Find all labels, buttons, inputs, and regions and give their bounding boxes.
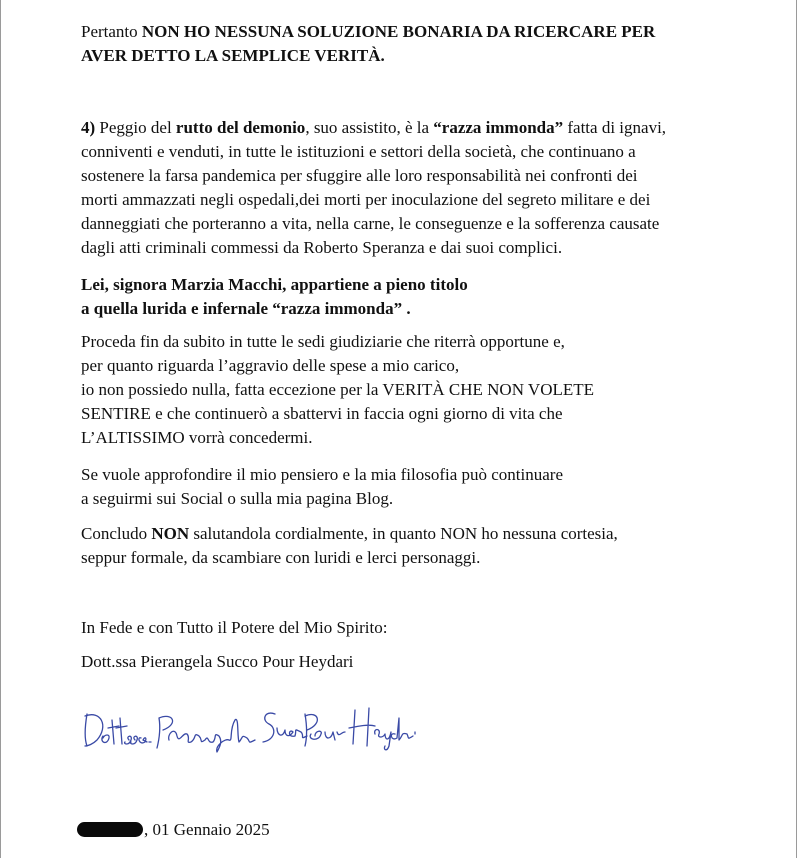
point-4-line-5: danneggiati che porteranno a vita, nella carne, le conseguenze e la sofferenza causate (81, 214, 660, 233)
seguirmi-line-2: a seguirmi sui Social o sulla mia pagina Blog. (81, 489, 394, 508)
concludo-text-a: Concludo (81, 524, 152, 543)
seguirmi-paragraph (81, 463, 761, 511)
point-4-line-4: morti ammazzati negli ospedali,dei morti per inoculazione del segreto militare e dei (81, 190, 651, 209)
concludo-line-1 (81, 522, 761, 546)
handwritten-signature (79, 696, 419, 756)
point-number: 4) (81, 118, 96, 137)
lei-line-1: Lei, signora Marzia Macchi, appartiene a pieno titolo (81, 275, 468, 294)
point-4-line-3: sostenere la farsa pandemica per sfuggire alle loro responsabilità nei confronti dei (81, 166, 638, 185)
point-4-line-1 (81, 116, 761, 140)
signer-name (81, 650, 761, 674)
point-4-line-6: dagli atti criminali commessi da Roberto Speranza e dai suoi complici. (81, 238, 563, 257)
signer-name-text: Dott.ssa Pierangela Succo Pour Heydari (81, 652, 354, 671)
point-4-line-2: conniventi e venduti, in tutte le istituzioni e settori della società, che continuano a (81, 142, 636, 161)
proceda-line-5: L’ALTISSIMO vorrà concedermi. (81, 428, 313, 447)
concludo-text-c: salutandola cordialmente, in quanto NON ho nessuna cortesia, (189, 524, 618, 543)
date-line (77, 818, 270, 842)
proceda-paragraph (81, 330, 761, 450)
closing-fede-text: In Fede e con Tutto il Potere del Mio Spirito: (81, 618, 388, 637)
lei-paragraph (81, 273, 761, 321)
intro-lead-text: Pertanto (81, 22, 142, 41)
lei-line-2: a quella lurida e infernale “razza immonda” . (81, 299, 411, 318)
point-4-text-a: Peggio del (95, 118, 176, 137)
point-4-text-e: fatta di ignavi, (563, 118, 667, 137)
intro-paragraph (81, 20, 761, 68)
proceda-line-3: io non possiedo nulla, fatta eccezione per la VERITÀ CHE NON VOLETE (81, 380, 595, 399)
intro-bold-text: NON HO NESSUNA SOLUZIONE BONARIA DA RICERCARE PER (141, 22, 656, 41)
proceda-line-4: SENTIRE e che continuerò a sbattervi in faccia ogni giorno di vita che (81, 404, 563, 423)
concludo-line-2: seppur formale, da scambiare con luridi e lerci personaggi. (81, 548, 481, 567)
redaction-mark (77, 822, 143, 837)
intro-line-2: AVER DETTO LA SEMPLICE VERITÀ. (81, 46, 385, 65)
point-4-paragraph (81, 116, 761, 260)
point-4-text-c: , suo assistito, è la (305, 118, 434, 137)
intro-line-1 (81, 20, 761, 44)
proceda-line-2: per quanto riguarda l’aggravio delle spese a mio carico, (81, 356, 460, 375)
concludo-paragraph (81, 522, 761, 570)
closing-salutation (81, 616, 761, 640)
point-4-bold-b: rutto del demonio (175, 118, 306, 137)
seguirmi-line-1: Se vuole approfondire il mio pensiero e la mia filosofia può continuare (81, 465, 564, 484)
proceda-line-1: Proceda fin da subito in tutte le sedi giudiziarie che riterrà opportune e, (81, 332, 565, 351)
date-text: , 01 Gennaio 2025 (144, 820, 270, 839)
point-4-bold-d: “razza immonda” (433, 118, 564, 137)
concludo-bold-non: NON (151, 524, 190, 543)
